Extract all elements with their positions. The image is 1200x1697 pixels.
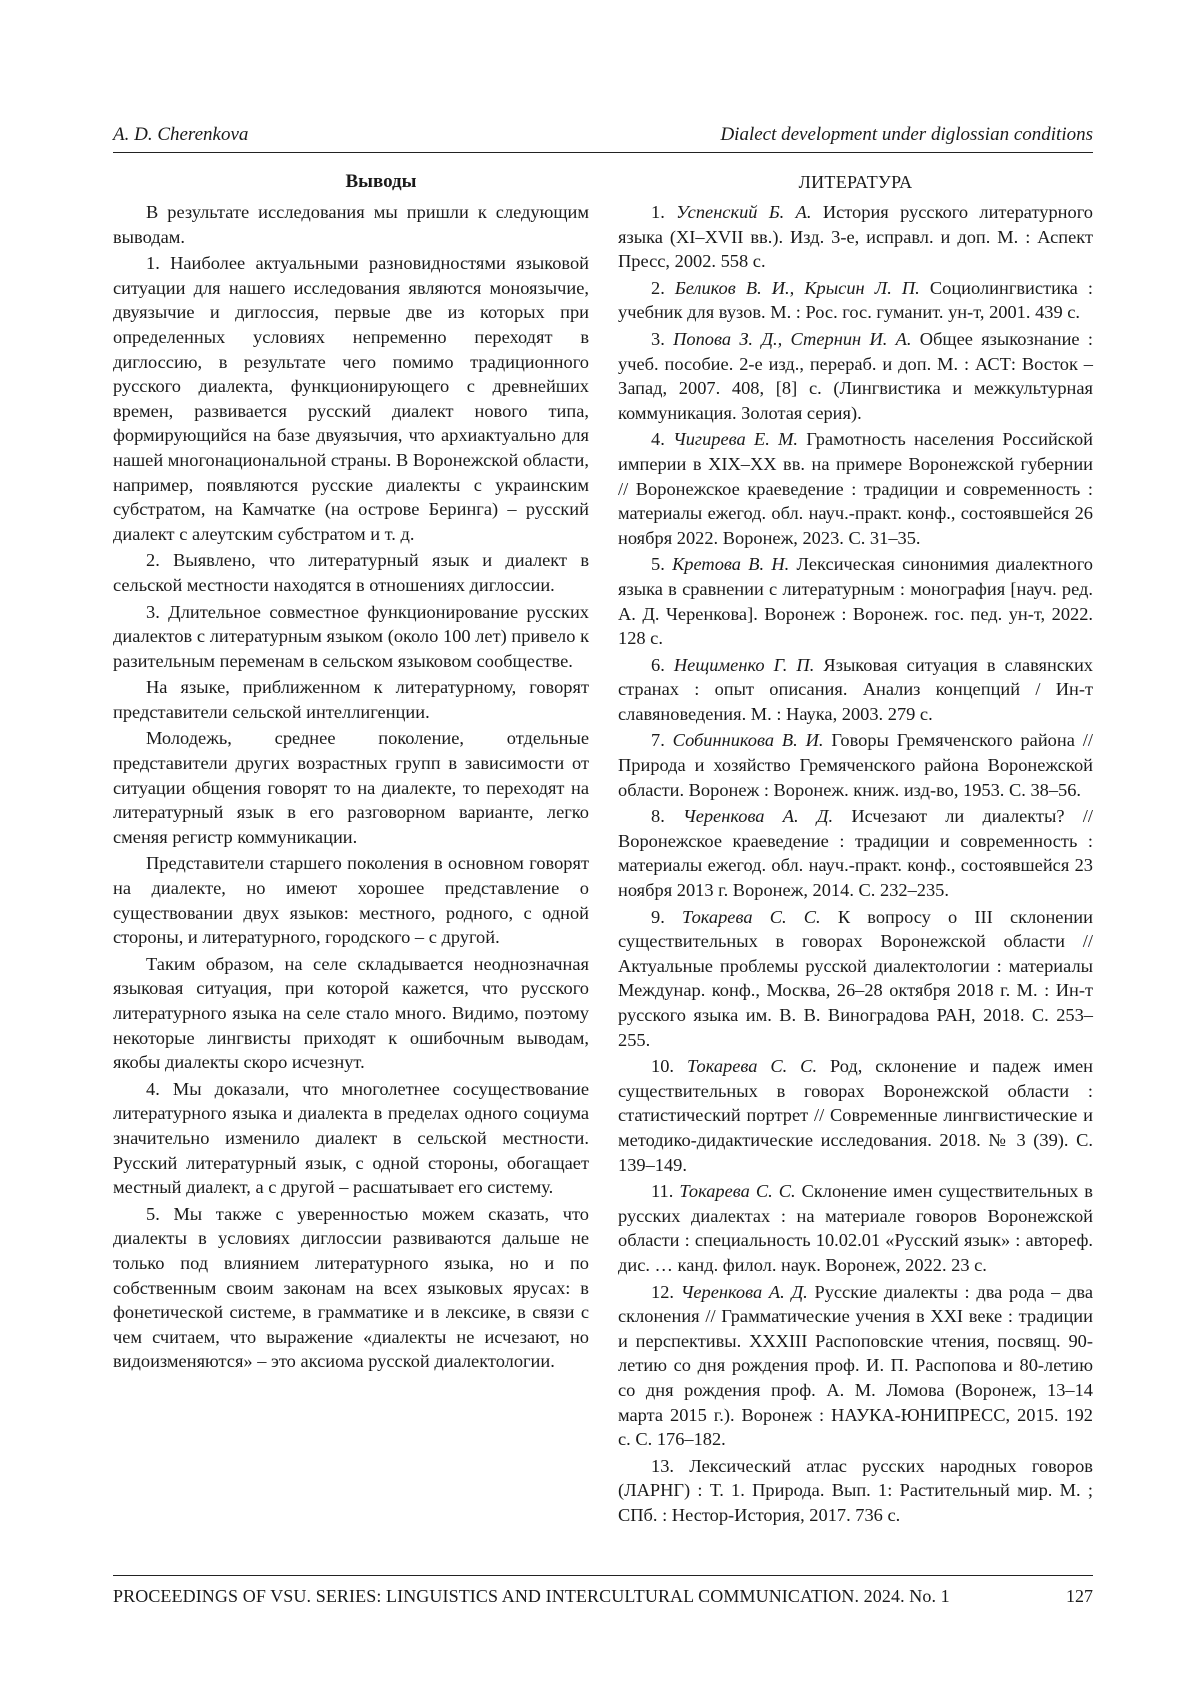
reference-item (618, 200, 1093, 274)
reference-text: Русские диалекты : два рода – два склонения // Грамматические учения в XXI веке : традиции и перспективы. XXXIII Распоповские чтения, посвящ. 90-летию со дня рождения проф. И. П. Распопова и 80-летию со дня рождения проф. А. М. Ломова (Воронеж, 13–14 марта 2015 г.). Воронеж : НАУКА-ЮНИПРЕСС, 2015. 192 с. С. 176–182. (618, 1281, 1093, 1450)
reference-text: Грамотность населения Российской империи в XIX–XX вв. на примере Воронежской губернии // Воронежское краеведение : традиции и современность : материалы ежегод. обл. науч.-практ. конф., состоявшейся 26 ноября 2022. Воронеж, 2023. С. 31–35. (618, 429, 1093, 548)
reference-author: Токарева С. С. (682, 906, 821, 927)
reference-author: Нещименко Г. П. (673, 654, 815, 675)
conclusions-heading: Выводы (345, 171, 417, 192)
page (113, 112, 1093, 1612)
reference-number: 8. (651, 806, 665, 827)
reference-number: 13. (651, 1455, 674, 1476)
header-author: A. D. Cherenkova (113, 124, 249, 145)
reference-item (618, 552, 1093, 650)
reference-author: Токарева С. С. (679, 1181, 796, 1202)
reference-item (618, 327, 1093, 425)
reference-author: Черенкова А. Д. (683, 806, 834, 827)
reference-item (618, 905, 1093, 1053)
conclusion-paragraph: 3. Длительное совместное функционирование русских диалектов с литературным языком (около 100 лет) привело к разительным переменам в сельском языковом сообществе. (113, 601, 589, 671)
reference-text: История русского литературного языка (XI–XVII вв.). Изд. 3-е, исправл. и доп. М. : Аспект Пресс, 2002. 558 с. (618, 202, 1093, 272)
conclusion-paragraph: На языке, приближенном к литературному, говорят представители сельской интеллигенции. (113, 677, 589, 722)
conclusion-paragraph: Молодежь, среднее поколение, отдельные представители других возрастных групп в зависимости от ситуации общения говорят то на диалекте, то переходят на литературный язык в его разговорном варианте, легко сменяя регистр коммуникации. (113, 728, 589, 847)
reference-text: Социолингвистика : учебник для вузов. М. : Рос. гос. гуманит. ун-т, 2001. 439 с. (618, 277, 1093, 323)
reference-author: Собинникова В. И. (672, 730, 824, 751)
conclusion-paragraph: 5. Мы также с уверенностью можем сказать, что диалекты в условиях диглоссии развиваются дальше не только под влиянием литературного языка, но и по собственным своим законам на всех языковых ярусах: в фонетической системе, в грамматике и в лексике, в связи с чем считаем, что выражение «диалекты не исчезают, но видоизменяются» – это аксиома русской диалектологии. (113, 1203, 589, 1372)
reference-number: 10. (651, 1056, 674, 1077)
conclusion-paragraph: 1. Наиболее актуальными разновидностями языковой ситуации для нашего исследования являются моноязычие, двуязычие и диглоссия, первые две из которых при определенных условиях непременно переходят в диглоссию, в результате чего помимо традиционного русского диалекта, функционирующего с древнейших времен, развивается русский диалект нового типа, формирующийся на базе двуязычия, что архиактуально для нашей многонациональной страны. В Воронежской области, например, появляются русские диалекты с украинским субстратом, на Камчатке (на острове Беринга) – русский диалект с алеутским субстратом и т. д. (113, 253, 589, 544)
reference-item (618, 1054, 1093, 1177)
reference-text: Лексическая синонимия диалектного языка в сравнении с литературным : монография [науч. ред. А. Д. Черенкова]. Воронеж : Воронеж. гос. пед. ун-т, 2022. 128 с. (618, 554, 1093, 649)
running-header (113, 124, 1093, 153)
page-number: 127 (1066, 1586, 1093, 1606)
references-column (618, 170, 1093, 1529)
conclusions-column (113, 170, 589, 1376)
reference-item (618, 427, 1093, 550)
conclusion-paragraph: Таким образом, на селе складывается неоднозначная языковая ситуация, при которой кажется, что русского литературного языка на селе стало много. Видимо, поэтому некоторые лингвисты приходят к ошибочным выводам, якобы диалекты скоро исчезнут. (113, 953, 589, 1073)
reference-number: 9. (651, 906, 665, 927)
reference-item (618, 276, 1093, 325)
conclusion-paragraph: Представители старшего поколения в основном говорят на диалекте, но имеют хорошее представление о существовании двух языков: местного, родного, с одной стороны, и литературного, городского – с другой. (113, 853, 589, 948)
reference-item (618, 1454, 1093, 1528)
reference-item (618, 653, 1093, 727)
reference-number: 5. (651, 554, 665, 575)
reference-number: 4. (651, 429, 665, 450)
conclusion-paragraph: 2. Выявлено, что литературный язык и диалект в сельской местности находятся в отношениях диглоссии. (113, 550, 589, 595)
reference-number: 3. (651, 328, 665, 349)
reference-item (618, 804, 1093, 902)
reference-text: Общее языкознание : учеб. пособие. 2-е изд., перераб. и доп. М. : АСТ: Восток – Запад, 2007. 408, [8] с. (Лингвистика и межкультурная коммуникация. Золотая серия). (618, 328, 1093, 423)
conclusion-paragraph: В результате исследования мы пришли к следующим выводам. (113, 202, 589, 247)
reference-number: 7. (651, 730, 665, 751)
reference-author: Успенский Б. А. (676, 202, 812, 222)
reference-text: Говоры Гремяченского района // Природа и хозяйство Гремяченского района Воронежской области. Воронеж : Воронеж. книж. изд-во, 1953. С. 38–56. (618, 730, 1093, 800)
references-heading: ЛИТЕРАТУРА (798, 172, 913, 192)
reference-list (618, 200, 1093, 1527)
reference-author: Черенкова А. Д. (680, 1281, 808, 1302)
reference-author: Кретова В. Н. (672, 554, 790, 575)
reference-item (618, 1280, 1093, 1452)
journal-name: PROCEEDINGS OF VSU. SERIES: LINGUISTICS AND INTERCULTURAL COMMUNICATION. 2024. No. 1 (113, 1586, 950, 1606)
reference-text: Исчезают ли диалекты? // Воронежское краеведение : традиции и современность : материалы ежегод. обл. науч.-практ. конф., состоявшейся 23 ноября 2013 г. Воронеж, 2014. С. 232–235. (618, 806, 1093, 901)
reference-author: Чигирева Е. М. (673, 429, 798, 450)
reference-item (618, 728, 1093, 802)
reference-text: Лексический атлас русских народных говоров (ЛАРНГ) : Т. 1. Природа. Вып. 1: Растительный мир. М. ; СПб. : Нестор-История, 2017. 736 с. (618, 1455, 1093, 1525)
reference-number: 2. (651, 277, 665, 298)
page-footer (113, 1575, 1093, 1606)
reference-author: Попова З. Д., Стернин И. А. (673, 328, 912, 349)
reference-text: Склонение имен существительных в русских диалектах : на материале говоров Воронежской области : специальность 10.02.01 «Русский язык» : автореф. дис. … канд. филол. наук. Воронеж, 2022. 23 с. (618, 1181, 1093, 1275)
reference-text: Языковая ситуация в славянских странах : опыт описания. Анализ концепций / Ин-т славяноведения. М. : Наука, 2003. 279 с. (618, 654, 1093, 724)
reference-item (618, 1179, 1093, 1277)
reference-number: 1. (651, 202, 665, 222)
reference-text: Род, склонение и падеж имен существительных в говорах Воронежской области : статистический портрет // Современные лингвистические и методико-дидактические исследования. 2018. № 3 (39). С. 139–149. (618, 1056, 1093, 1175)
reference-author: Беликов В. И., Крысин Л. П. (674, 277, 920, 298)
reference-text: К вопросу о III склонении существительных в говорах Воронежской области // Актуальные проблемы русской диалектологии : материалы Междунар. конф., Москва, 26–28 октября 2018 г. М. : Ин-т русского языка им. В. В. Виноградова РАН, 2018. С. 253–255. (618, 906, 1093, 1050)
reference-number: 11. (651, 1181, 674, 1202)
reference-author: Токарева С. С. (686, 1056, 818, 1077)
conclusion-paragraph: 4. Мы доказали, что многолетнее сосуществование литературного языка и диалекта в пределах одного социума значительно изменило диалект в сельской местности. Русский литературный язык, с одной стороны, обогащает местный диалект, а с другой – расшатывает его систему. (113, 1078, 589, 1198)
reference-number: 12. (651, 1281, 674, 1302)
header-title: Dialect development under diglossian conditions (720, 124, 1093, 145)
reference-number: 6. (651, 654, 665, 675)
